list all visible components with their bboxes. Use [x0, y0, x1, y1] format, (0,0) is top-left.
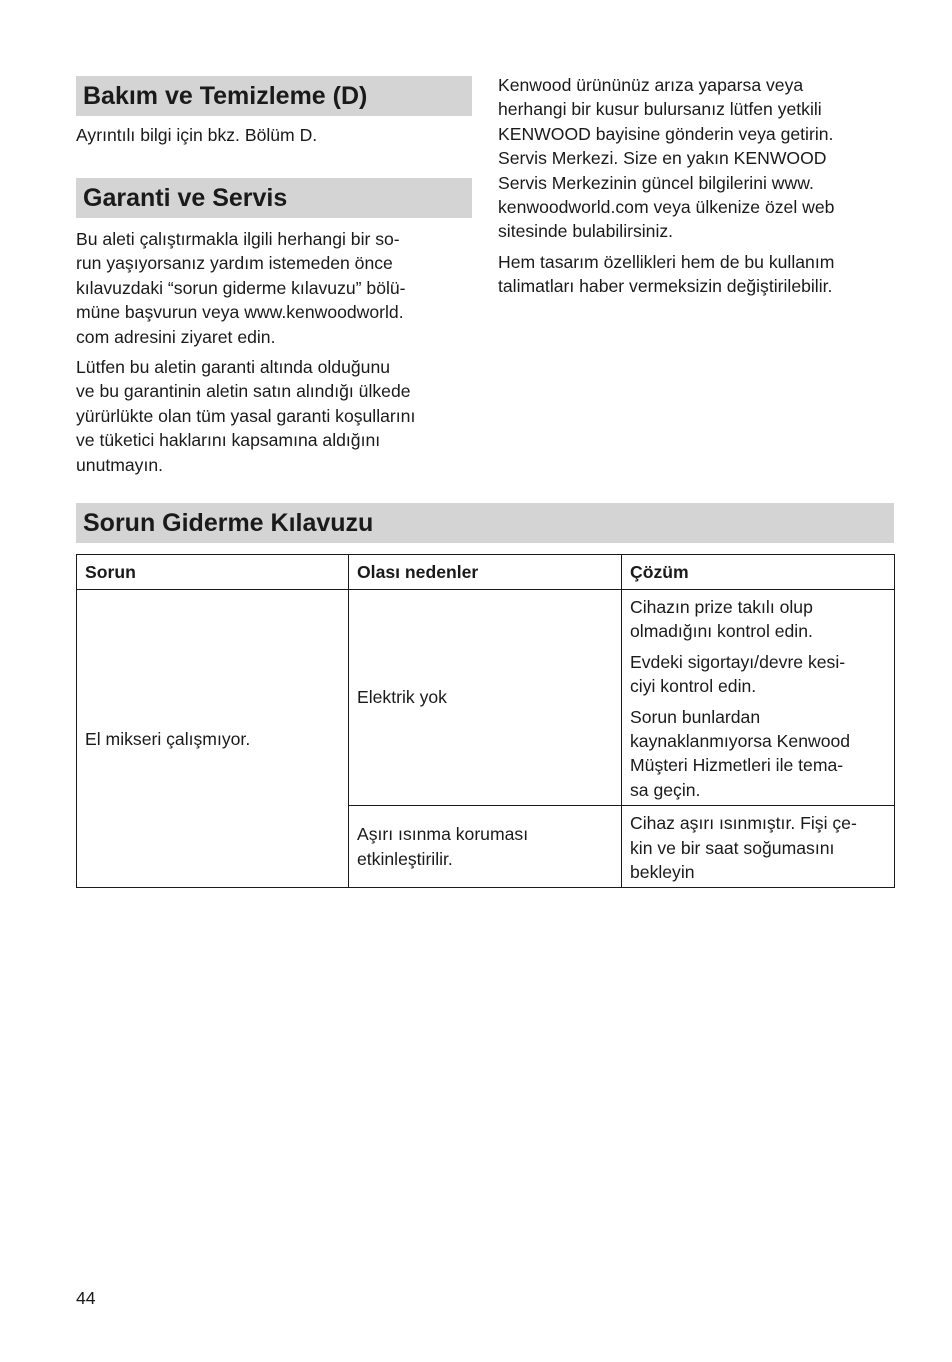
cause-cell	[349, 590, 622, 806]
page-number: 44	[76, 1288, 96, 1308]
text-line: KENWOOD bayisine gönderin veya getirin.	[498, 123, 834, 144]
column-header-problem: Sorun	[77, 555, 349, 590]
cause-line: etkinleştirilir.	[357, 848, 453, 869]
solution-line: Müşteri Hizmetleri ile tema-	[630, 755, 844, 776]
troubleshooting-table	[76, 554, 895, 888]
solution-line: bekleyin	[630, 862, 695, 883]
service-paragraph-1	[498, 73, 834, 244]
service-paragraph-2	[498, 250, 834, 299]
solution-line: sa geçin.	[630, 779, 701, 800]
solution-line: kin ve bir saat soğumasını	[630, 837, 835, 858]
solution-item	[630, 705, 886, 803]
text-line: run yaşıyorsanız yardım istemeden önce	[76, 253, 393, 274]
text-line: müne başvurun veya www.kenwoodworld.	[76, 302, 404, 323]
table-header-row	[77, 555, 895, 590]
problem-cell: El mikseri çalışmıyor.	[77, 590, 349, 888]
solution-line: olmadığını kontrol edin.	[630, 621, 813, 642]
solution-cell	[622, 806, 895, 888]
cause-cell	[349, 806, 622, 888]
text-line: yürürlükte olan tüm yasal garanti koşullarını	[76, 405, 416, 426]
solution-line: kaynaklanmıyorsa Kenwood	[630, 731, 851, 752]
text-line: Hem tasarım özellikleri hem de bu kullanım	[498, 252, 835, 272]
text-line: Lütfen bu aletin garanti altında olduğunu	[76, 357, 391, 377]
text-line: Servis Merkezinin güncel bilgilerini www.	[498, 172, 814, 193]
solution-item	[630, 650, 886, 699]
solution-line: Cihazın prize takılı olup	[630, 597, 813, 617]
table-row	[77, 590, 895, 806]
care-heading: Bakım ve Temizleme (D)	[76, 76, 472, 116]
text-line: herhangi bir kusur bulursanız lütfen yetkili	[498, 99, 822, 120]
warranty-heading: Garanti ve Servis	[76, 178, 472, 218]
solution-line: Evdeki sigortayı/devre kesi-	[630, 651, 846, 672]
column-header-solution: Çözüm	[622, 555, 895, 590]
text-line: ve tüketici haklarını kapsamına aldığını	[76, 430, 381, 451]
solution-line: ciyi kontrol edin.	[630, 676, 757, 697]
solution-item	[630, 811, 886, 884]
text-line: Kenwood ürününüz arıza yaparsa veya	[498, 75, 804, 95]
cause-line: Aşırı ısınma koruması	[357, 824, 529, 845]
column-header-causes: Olası nedenler	[349, 555, 622, 590]
text-line: kılavuzdaki “sorun giderme kılavuzu” bölü-	[76, 277, 406, 298]
solution-line: Sorun bunlardan	[630, 706, 761, 727]
cause-line: Elektrik yok	[357, 687, 447, 708]
solution-cell	[622, 590, 895, 806]
text-line: kenwoodworld.com veya ülkenize özel web	[498, 197, 835, 218]
text-line: com adresini ziyaret edin.	[76, 326, 276, 347]
text-line: ve bu garantinin aletin satın alındığı ülkede	[76, 381, 411, 402]
warranty-paragraph-1	[76, 227, 406, 349]
troubleshooting-heading: Sorun Giderme Kılavuzu	[76, 503, 894, 543]
text-line: unutmayın.	[76, 454, 164, 475]
care-line: Ayrıntılı bilgi için bkz. Bölüm D.	[76, 125, 318, 145]
text-line: sitesinde bulabilirsiniz.	[498, 221, 674, 242]
text-line: talimatları haber vermeksizin değiştirilebilir.	[498, 276, 833, 297]
warranty-paragraph-2	[76, 355, 415, 477]
text-line: Servis Merkezi. Size en yakın KENWOOD	[498, 148, 827, 169]
text-line: Bu aleti çalıştırmakla ilgili herhangi bir so-	[76, 229, 400, 249]
care-text	[76, 123, 317, 147]
solution-item	[630, 595, 886, 644]
solution-line: Cihaz aşırı ısınmıştır. Fişi çe-	[630, 813, 857, 834]
